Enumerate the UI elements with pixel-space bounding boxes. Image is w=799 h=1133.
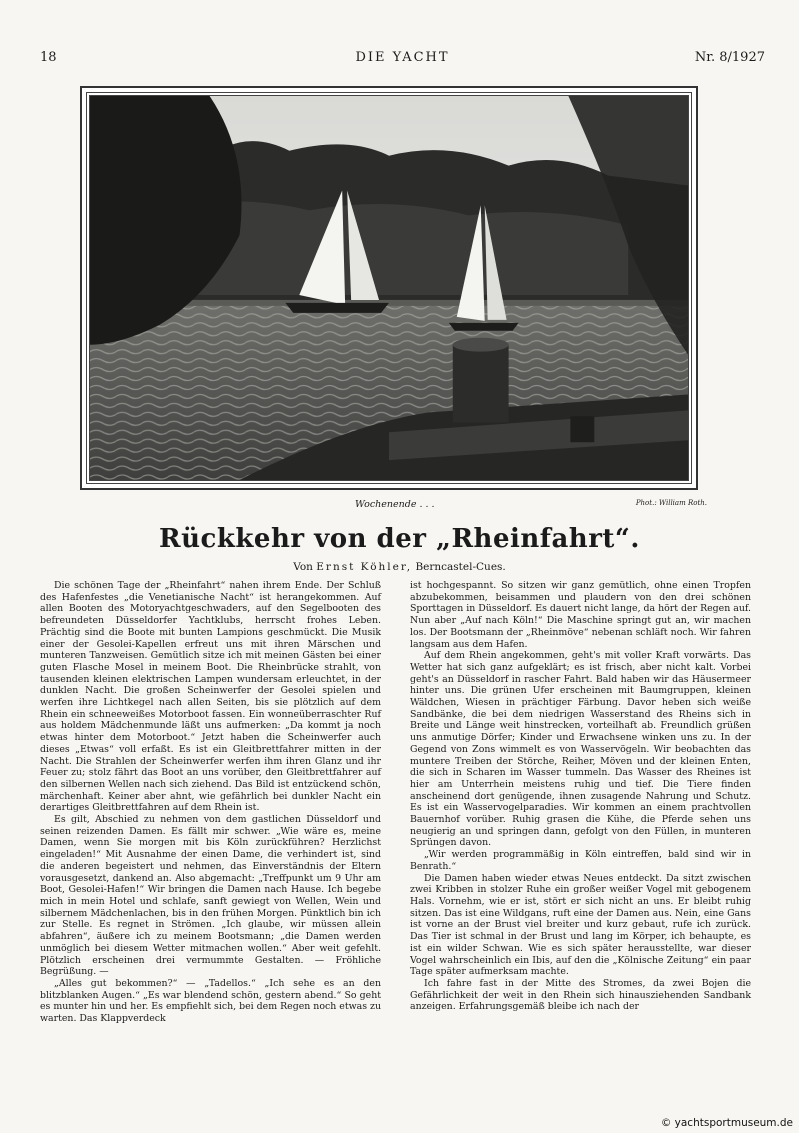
- paragraph: Es gilt, Abschied zu nehmen von dem gastlichen Düsseldorf und seinen reizenden Damen. Es fällt mir schwer. „Wie wäre es, meine Damen, wenn Sie morgen mit bis Köln zurückführen? Herzlichst eingeladen!“ Mit Ausnahme der einen Dame, die verhindert ist, sind die anderen begeistert und nehmen, das Einverständnis der Eltern vorausgesetzt, dankend an. Also abgemacht: „Treffpunkt um 9 Uhr am Boot, Gesolei-Hafen!“ Wir bringen die Damen nach Hause. Ich begebe mich in mein Hotel und schlafe, sanft gewiegt von Wellen, Wein und silbernem Mädchenlachen, bis in den frühen Morgen. Pünktlich bin ich zur Stelle. Es regnet in Strömen. „Ich glaube, wir müssen allein abfahren“, äußere ich zu meinem Bootsmann; „die Damen werden unmöglich bei diesem Wetter mitmachen wollen.“ Aber weit gefehlt. Plötzlich erscheinen drei vermummte Gestalten. — Fröhliche Begrüßung. —: [40, 814, 381, 978]
- paragraph: Die Damen haben wieder etwas Neues entdeckt. Da sitzt zwischen zwei Kribben in stolzer Ruhe ein großer weißer Vogel mit gebogenem Hals. Vornehm, wie er ist, stört er sich nicht an uns. Er bleibt ruhig sitzen. Das ist eine Wildgans, ruft eine der Damen aus. Nein, eine Gans ist vorne an der Brust viel breiter und kurz gebaut, rufe ich zurück. Das Tier ist schmal in der Brust und lang im Körper, ich behaupte, es ist ein wilder Schwan. Wie es sich später herausstellte, war dieser Vogel wahrscheinlich ein Ibis, auf den die „Kölnische Zeitung“ ein paar Tage später aufmerksam machte.: [410, 872, 751, 978]
- byline-prefix: Von: [293, 561, 313, 573]
- photo-credit: Phot.: William Roth.: [635, 499, 707, 507]
- watermark: © yachtsportmuseum.de: [660, 1117, 793, 1129]
- paragraph: Die schönen Tage der „Rheinfahrt“ nahen ihrem Ende. Der Schluß des Hafenfestes „die Venetianische Nacht“ ist herangekommen. Auf allen Booten des Motoryachtgeschwaders, auf den Segelbooten des befreundeten Düsseldorfer Yachtklubs, herrscht frohes Leben. Prächtig sind die Boote mit bunten Lampions geschmückt. Die Musik einer der Gesolei-Kapellen erfreut uns mit ihren Märschen und munteren Tanzweisen. Gemütlich sitze ich mit meinen Gästen bei einer guten Flasche Mosel in meinem Boot. Die Rheinbrücke strahlt, von tausenden kleinen elektrischen Lampen wundersam erleuchtet, in der dunklen Nacht. Die großen Scheinwerfer der Gesolei spielen und werfen ihre Lichtkegel nach allen Seiten, bis sie plötzlich auf dem Rhein ein schneeweißes Motorboot fassen. Ein wonneüberraschter Ruf aus holdem Mädchenmunde läßt uns aufmerken: „Da kommt ja noch etwas hinter dem Motorboot.“ Jetzt haben die Scheinwerfer auch dieses „Etwas“ voll erfaßt. Es ist ein Gleitbrettfahrer mitten in der Nacht. Die Strahlen der Scheinwerfer werfen ihm ihren Glanz und ihr Feuer zu; stolz fährt das Boot an uns vorüber, den Gleitbrettfahrer auf den silbernen Wellen nach sich ziehend. Das Bild ist entzückend schön, märchenhaft. Keiner aber ahnt, wie gefährlich bei dunkler Nacht ein derartiges Gleitbrettfahren auf dem Rhein ist.: [40, 580, 381, 814]
- lake-photo: [90, 96, 688, 480]
- paragraph: Auf dem Rhein angekommen, geht's mit voller Kraft vorwärts. Das Wetter hat sich ganz aufgeklärt; es ist frisch, aber nicht kalt. Vorbei geht's an Düsseldorf in rascher Fahrt. Bald haben wir das Häusermeer hinter uns. Die grünen Ufer erscheinen mit Baumgruppen, kleinen Wäldchen, Wiesen in prächtiger Färbung. Davor heben sich weiße Sandbänke, die bei dem niedrigen Wasserstand des Rheins sich in Breite und Länge weit hinstrecken, vorteilhaft ab. Freundlich grüßen uns anmutige Dörfer; Kinder und Erwachsene winken uns zu. In der Gegend von Zons wimmelt es von Wasservögeln. Wir beobachten das muntere Treiben der Störche, Reiher, Möven und der kleinen Enten, die sich in Scharen im Wasser tummeln. Das Wasser des Rheines ist hier am Unterrhein meistens ruhig und tief. Die Tiere finden anscheinend dort genügende, ihnen zusagende Nahrung und Schutz. Es ist ein Wasservogelparadies. Wir kommen an einem prachtvollen Bauernhof vorüber. Ruhig grasen die Kühe, die Pferde sehen uns neugierig an und springen dann, gefolgt von den Füllen, in munteren Sprüngen davon.: [410, 650, 751, 849]
- byline-author: Ernst Köhler,: [316, 561, 413, 573]
- issue-number: Nr. 8/1927: [694, 50, 765, 65]
- magazine-title: DIE YACHT: [355, 50, 450, 65]
- paragraph: „Wir werden programmäßig in Köln eintreffen, bald sind wir in Benrath.“: [410, 849, 751, 872]
- paragraph: ist hochgespannt. So sitzen wir ganz gemütlich, ohne einen Tropfen abzubekommen, beisammen und plaudern von den drei schönen Sporttagen in Düsseldorf. Es dauert nicht lange, da hört der Regen auf. Nun aber „Auf nach Köln!“ Die Maschine springt gut an, wir machen los. Der Bootsmann der „Rheinmöve“ nebenan schläft noch. Wir fahren langsam aus dem Hafen.: [410, 580, 751, 650]
- paragraph: Ich fahre fast in der Mitte des Stromes, da zwei Bojen die Gefährlichkeit der weit in den Rhein sich hinausziehenden Sandbank anzeigen. Erfahrungsgemäß bleibe ich nach der: [410, 977, 751, 1013]
- page-header: [40, 50, 765, 70]
- page-number: 18: [40, 50, 57, 65]
- photo-frame: [80, 86, 698, 490]
- photo-caption: Wochenende . . .: [355, 499, 435, 510]
- article-column-left: [40, 580, 381, 1025]
- article-title: Rückkehr von der „Rheinfahrt“.: [159, 524, 640, 554]
- byline-place: Berncastel-Cues.: [415, 561, 506, 573]
- byline: [0, 561, 799, 573]
- article-column-right: [410, 580, 751, 1013]
- paragraph: „Alles gut bekommen?“ — „Tadellos.“ „Ich sehe es an den blitzblanken Augen.“ „Es war blendend schön, gestern abend.“ So geht es munter hin und her. Es empfiehlt sich, bei dem Regen noch etwas zu warten. Das Klappverdeck: [40, 977, 381, 1025]
